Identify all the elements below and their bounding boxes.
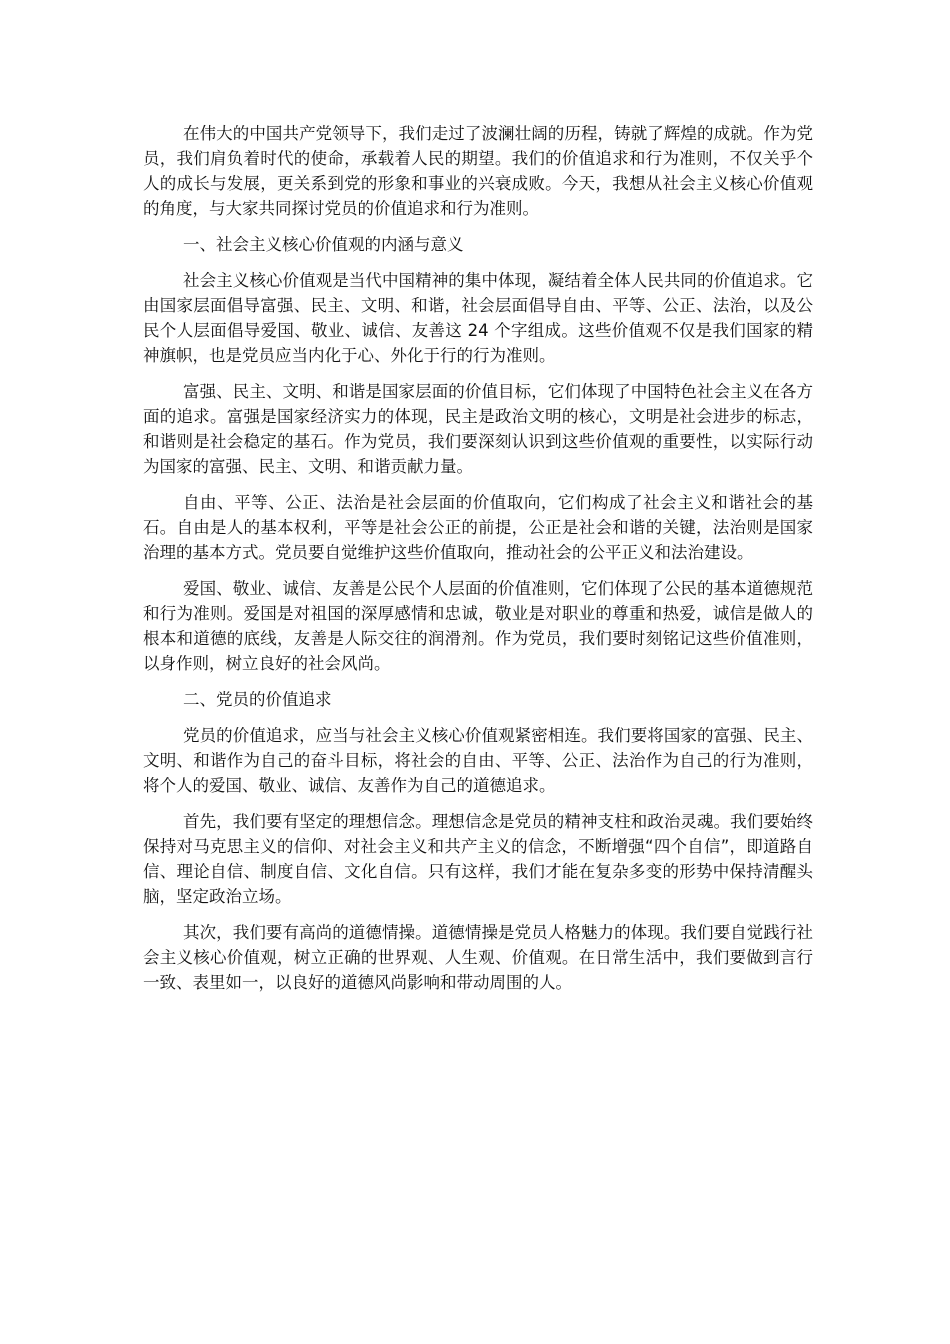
paragraph-individual-level: 爱国、敬业、诚信、友善是公民个人层面的价值准则，它们体现了公民的基本道德规范和行为准则。爱国是对祖国的深厚感情和忠诚，敬业是对职业的尊重和热爱，诚信是做人的根本和道德的底线，友善是人际交往的润滑剂。作为党员，我们要时刻铭记这些价值准则，以身作则，树立良好的社会风尚。 [143,579,813,673]
paragraph-intro: 在伟大的中国共产党领导下，我们走过了波澜壮阔的历程，铸就了辉煌的成就。作为党员，我们肩负着时代的使命，承载着人民的期望。我们的价值追求和行为准则，不仅关乎个人的成长与发展，更关系到党的形象和事业的兴衰成败。今天，我想从社会主义核心价值观的角度，与大家共同探讨党员的价值追求和行为准则。 [143,124,813,218]
document-body [143,121,813,1006]
paragraph-core-values: 社会主义核心价值观是当代中国精神的集中体现，凝结着全体人民共同的价值追求。它由国家层面倡导富强、民主、文明、和谐，社会层面倡导自由、平等、公正、法治，以及公民个人层面倡导爱国、敬业、诚信、友善这 24 个字组成。这些价值观不仅是我们国家的精神旗帜，也是党员应当内化于心、外化于行的行为准则。 [143,271,813,365]
paragraph-ideals: 首先，我们要有坚定的理想信念。理想信念是党员的精神支柱和政治灵魂。我们要始终保持对马克思主义的信仰、对社会主义和共产主义的信念，不断增强“四个自信”，即道路自信、理论自信、制度自信、文化自信。只有这样，我们才能在复杂多变的形势中保持清醒头脑，坚定政治立场。 [143,812,813,906]
section-heading-1: 一、社会主义核心价值观的内涵与意义 [183,235,464,254]
paragraph-morality: 其次，我们要有高尚的道德情操。道德情操是党员人格魅力的体现。我们要自觉践行社会主义核心价值观，树立正确的世界观、人生观、价值观。在日常生活中，我们要做到言行一致、表里如一，以良好的道德风尚影响和带动周围的人。 [143,923,813,992]
paragraph-social-level: 自由、平等、公正、法治是社会层面的价值取向，它们构成了社会主义和谐社会的基石。自由是人的基本权利，平等是社会公正的前提，公正是社会和谐的关键，法治则是国家治理的基本方式。党员要自觉维护这些价值取向，推动社会的公平正义和法治建设。 [143,493,813,562]
section-heading-2: 二、党员的价值追求 [183,690,332,709]
paragraph-national-level: 富强、民主、文明、和谐是国家层面的价值目标，它们体现了中国特色社会主义在各方面的追求。富强是国家经济实力的体现，民主是政治文明的核心，文明是社会进步的标志，和谐则是社会稳定的基石。作为党员，我们要深刻认识到这些价值观的重要性，以实际行动为国家的富强、民主、文明、和谐贡献力量。 [143,382,813,476]
paragraph-member-values: 党员的价值追求，应当与社会主义核心价值观紧密相连。我们要将国家的富强、民主、文明、和谐作为自己的奋斗目标，将社会的自由、平等、公正、法治作为自己的行为准则，将个人的爱国、敬业、诚信、友善作为自己的道德追求。 [143,726,813,795]
